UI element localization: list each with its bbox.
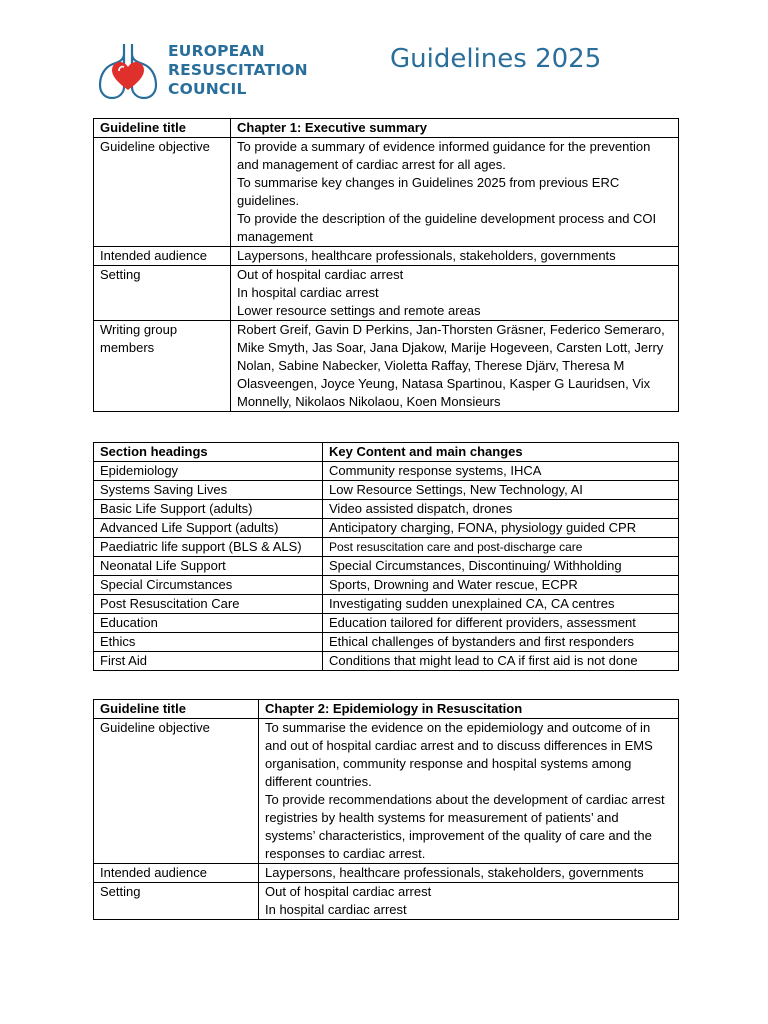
- chapter2-audience-label: Intended audience: [94, 864, 259, 883]
- objective-line: To provide recommendations about the development of cardiac arrest registries by health systems for measurement of patients’ and systems’ characteristics, improvement of the quality of care and the responses to cardiac arrest.: [265, 792, 665, 861]
- org-name-line-3: COUNCIL: [168, 80, 247, 98]
- section-content: Video assisted dispatch, drones: [323, 500, 679, 519]
- table-row: [94, 519, 679, 538]
- section-heading: Paediatric life support (BLS & ALS): [94, 538, 323, 557]
- section-content: Sports, Drowning and Water rescue, ECPR: [323, 576, 679, 595]
- section-content: Special Circumstances, Discontinuing/ Withholding: [323, 557, 679, 576]
- section-heading: Basic Life Support (adults): [94, 500, 323, 519]
- section-heading: Special Circumstances: [94, 576, 323, 595]
- table-row: [94, 700, 679, 719]
- setting-line: Lower resource settings and remote areas: [237, 303, 481, 318]
- chapter1-writing-group-label: Writing group members: [94, 321, 231, 412]
- table-row: [94, 321, 679, 412]
- section-content: Education tailored for different providers, assessment: [323, 614, 679, 633]
- chapter2-table: [93, 699, 679, 920]
- chapter1-audience-label: Intended audience: [94, 247, 231, 266]
- chapter2-setting-label: Setting: [94, 883, 259, 920]
- org-name-line-1: EUROPEAN: [168, 42, 265, 60]
- table-row: [94, 719, 679, 864]
- section-heading: First Aid: [94, 652, 323, 671]
- section-heading: Epidemiology: [94, 462, 323, 481]
- table-row: [94, 614, 679, 633]
- chapter1-title-value: Chapter 1: Executive summary: [231, 119, 679, 138]
- table-row: [94, 462, 679, 481]
- setting-line: In hospital cardiac arrest: [237, 285, 379, 300]
- erc-lungs-heart-logo-icon: [97, 40, 159, 102]
- table-row: [94, 138, 679, 247]
- chapter1-title-label: Guideline title: [94, 119, 231, 138]
- table-row: [94, 576, 679, 595]
- section-content: Community response systems, IHCA: [323, 462, 679, 481]
- section-content: Anticipatory charging, FONA, physiology guided CPR: [323, 519, 679, 538]
- section-content: Low Resource Settings, New Technology, AI: [323, 481, 679, 500]
- table-row: [94, 500, 679, 519]
- section-content: Post resuscitation care and post-discharge care: [323, 538, 679, 557]
- sections-table: [93, 442, 679, 671]
- chapter1-setting-label: Setting: [94, 266, 231, 321]
- section-heading: Education: [94, 614, 323, 633]
- chapter1-writing-group-value: Robert Greif, Gavin D Perkins, Jan-Thorsten Gräsner, Federico Semeraro, Mike Smyth, Jas Soar, Jana Djakow, Marije Hogeveen, Carsten Lott, Jerry Nolan, Sabine Nabecker, Violetta Raffay, Therese Djärv, Theresa M Olasveengen, Joyce Yeung, Natasa Spartinou, Kasper G Lauridsen, Vix Monnelly, Nikolaos Nikolaou, Koen Monsieurs: [231, 321, 679, 412]
- table-row: [94, 864, 679, 883]
- table-row: [94, 247, 679, 266]
- chapter2-setting-value: [259, 883, 679, 920]
- document-title: Guidelines 2025: [390, 44, 602, 74]
- table-row: [94, 119, 679, 138]
- section-content: Investigating sudden unexplained CA, CA centres: [323, 595, 679, 614]
- section-heading: Ethics: [94, 633, 323, 652]
- objective-line: To provide the description of the guideline development process and COI management: [237, 211, 657, 244]
- table-row: [94, 652, 679, 671]
- section-heading: Neonatal Life Support: [94, 557, 323, 576]
- table-row: [94, 538, 679, 557]
- chapter1-audience-value: Laypersons, healthcare professionals, stakeholders, governments: [231, 247, 679, 266]
- org-name: [168, 42, 308, 99]
- sections-col1-header: Section headings: [94, 443, 323, 462]
- chapter1-objective-label: Guideline objective: [94, 138, 231, 247]
- section-heading: Advanced Life Support (adults): [94, 519, 323, 538]
- chapter1-objective-value: [231, 138, 679, 247]
- table-row: [94, 481, 679, 500]
- objective-line: To summarise key changes in Guidelines 2025 from previous ERC guidelines.: [237, 175, 620, 208]
- setting-line: In hospital cardiac arrest: [265, 902, 407, 917]
- page-header: [0, 0, 768, 110]
- table-row: [94, 443, 679, 462]
- chapter1-table: [93, 118, 679, 412]
- chapter1-setting-value: [231, 266, 679, 321]
- chapter2-objective-value: [259, 719, 679, 864]
- section-content: Ethical challenges of bystanders and first responders: [323, 633, 679, 652]
- org-name-line-2: RESUSCITATION: [168, 61, 308, 79]
- table-row: [94, 595, 679, 614]
- setting-line: Out of hospital cardiac arrest: [237, 267, 404, 282]
- section-heading: Systems Saving Lives: [94, 481, 323, 500]
- table-row: [94, 883, 679, 920]
- sections-col2-header: Key Content and main changes: [323, 443, 679, 462]
- chapter2-title-label: Guideline title: [94, 700, 259, 719]
- chapter2-audience-value: Laypersons, healthcare professionals, stakeholders, governments: [259, 864, 679, 883]
- table-row: [94, 633, 679, 652]
- setting-line: Out of hospital cardiac arrest: [265, 884, 432, 899]
- section-content: Conditions that might lead to CA if first aid is not done: [323, 652, 679, 671]
- section-heading: Post Resuscitation Care: [94, 595, 323, 614]
- table-row: [94, 557, 679, 576]
- table-row: [94, 266, 679, 321]
- objective-line: To summarise the evidence on the epidemiology and outcome of in and out of hospital cardiac arrest and to discuss differences in EMS organisation, community response and hospital systems among different countries.: [265, 720, 653, 789]
- chapter2-title-value: Chapter 2: Epidemiology in Resuscitation: [259, 700, 679, 719]
- chapter2-objective-label: Guideline objective: [94, 719, 259, 864]
- objective-line: To provide a summary of evidence informed guidance for the prevention and management of cardiac arrest for all ages.: [237, 139, 651, 172]
